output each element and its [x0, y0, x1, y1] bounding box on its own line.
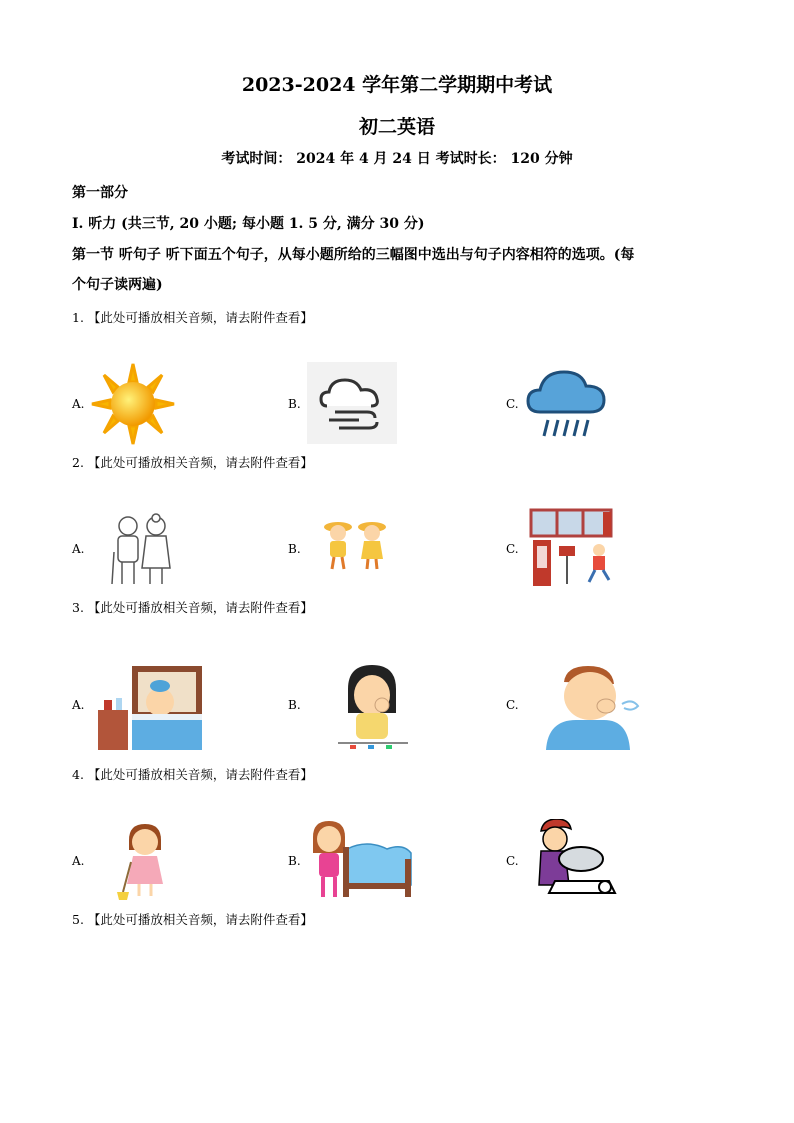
q2-option-c-letter: C.: [506, 542, 519, 556]
listening-heading: I. 听力 (共三节, 20 小题; 每小题 1. 5 分, 满分 30 分): [72, 216, 425, 232]
q3-option-b-letter: B.: [288, 698, 301, 712]
q2-option-b-letter: B.: [288, 542, 301, 556]
question-1-label: 1. 【此处可播放相关音频，请去附件查看】: [72, 310, 313, 325]
q3-option-c-letter: C.: [506, 698, 519, 712]
sneezing-boy-icon: [542, 662, 642, 752]
q1-option-c-letter: C.: [506, 397, 519, 411]
question-2-label: 2. 【此处可播放相关音频，请去附件查看】: [72, 455, 313, 470]
q4-option-a-letter: A.: [72, 854, 85, 868]
question-4-label: 4. 【此处可播放相关音频，请去附件查看】: [72, 767, 313, 782]
sick-in-bed-icon: [98, 664, 202, 750]
part-heading: 第一部分: [72, 185, 128, 201]
q1-option-b-letter: B.: [288, 397, 301, 411]
exam-info: 考试时间： 2024 年 4 月 24 日 考试时长： 120 分钟: [221, 151, 573, 167]
making-bed-icon: [307, 819, 413, 901]
sun-icon: [90, 362, 176, 446]
q2-option-a-letter: A.: [72, 542, 85, 556]
q3-option-a-letter: A.: [72, 698, 85, 712]
question-3-label: 3. 【此处可播放相关音频，请去附件查看】: [72, 600, 313, 615]
exam-title: 2023-2024 学年第二学期期中考试: [241, 74, 553, 96]
instruction-line-1: 第一节 听句子 听下面五个句子，从每小题所给的三幅图中选出与句子内容相符的选项。(每: [72, 247, 635, 263]
q4-option-b-letter: B.: [288, 854, 301, 868]
sweeping-girl-icon: [117, 822, 169, 900]
street-post-icon: [529, 508, 615, 588]
rain-cloud-icon: [526, 366, 606, 440]
toothache-girl-icon: [338, 663, 408, 751]
exam-subject: 初二英语: [358, 116, 435, 138]
children-icon: [321, 517, 391, 571]
instruction-line-2: 个句子读两遍): [72, 277, 163, 293]
wind-cloud-icon: [307, 362, 397, 444]
q1-option-a-letter: A.: [72, 397, 85, 411]
question-5-label: 5. 【此处可播放相关音频，请去附件查看】: [72, 912, 313, 927]
elderly-couple-icon: [108, 512, 180, 588]
washing-dishes-icon: [535, 819, 617, 903]
q4-option-c-letter: C.: [506, 854, 519, 868]
